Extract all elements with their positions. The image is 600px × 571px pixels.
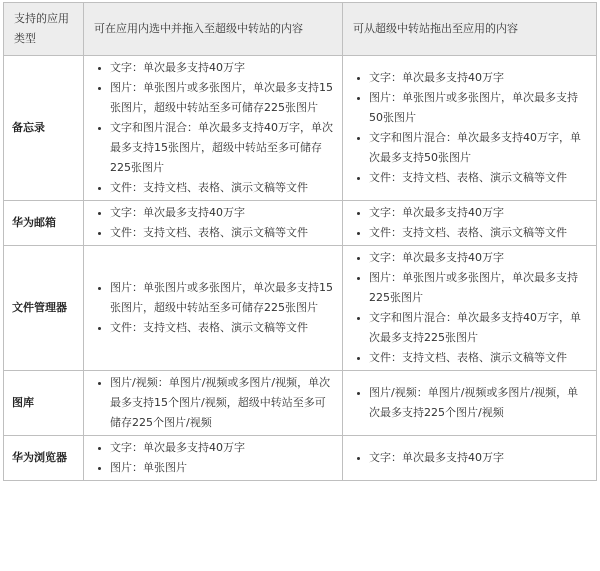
list-item: • 文字：单次最多支持40万字 [369, 448, 588, 468]
list-item: • 文字：单次最多支持40万字 [110, 58, 334, 78]
header-app-type: 支持的应用类型 [4, 3, 84, 56]
drag-in-cell [84, 56, 343, 201]
list-item: • 文字和图片混合：单次最多支持40万字，单次最多支持225张图片 [369, 308, 588, 348]
list-item: • 文字：单次最多支持40万字 [110, 438, 334, 458]
header-drag-out-content: 可从超级中转站拖出至应用的内容 [343, 3, 597, 56]
drag-in-cell [84, 246, 343, 371]
list-item: • 图片：单张图片或多张图片，单次最多支持15张图片，超级中转站至多可储存225张图片 [110, 78, 334, 118]
app-name: 图库 [4, 371, 84, 436]
drag-out-cell [343, 371, 597, 436]
app-name: 华为浏览器 [4, 436, 84, 481]
list-item: • 文件：支持文档、表格、演示文稿等文件 [369, 168, 588, 188]
list-item: • 图片：单张图片或多张图片，单次最多支持225张图片 [369, 268, 588, 308]
table-row [4, 246, 597, 371]
list-item: • 图片：单张图片或多张图片，单次最多支持15张图片，超级中转站至多可储存225张图片 [110, 278, 334, 318]
list-item: • 文件：支持文档、表格、演示文稿等文件 [369, 348, 588, 368]
drag-out-cell [343, 436, 597, 481]
list-item: • 文字：单次最多支持40万字 [110, 203, 334, 223]
table-row [4, 371, 597, 436]
drag-out-cell [343, 246, 597, 371]
list-item: • 文字和图片混合：单次最多支持40万字，单次最多支持50张图片 [369, 128, 588, 168]
list-item: • 文字：单次最多支持40万字 [369, 68, 588, 88]
list-item: • 图片/视频：单图片/视频或多图片/视频，单次最多支持225个图片/视频 [369, 383, 588, 423]
app-name: 文件管理器 [4, 246, 84, 371]
list-item: • 文字：单次最多支持40万字 [369, 248, 588, 268]
list-item: • 文字和图片混合：单次最多支持40万字，单次最多支持15张图片，超级中转站至多可储存225张图片 [110, 118, 334, 178]
list-item: • 文字：单次最多支持40万字 [369, 203, 588, 223]
drag-out-cell [343, 201, 597, 246]
table-row [4, 201, 597, 246]
list-item: • 图片：单张图片 [110, 458, 334, 478]
list-item: • 图片/视频：单图片/视频或多图片/视频，单次最多支持15个图片/视频，超级中转站至多可储存225个图片/视频 [110, 373, 334, 433]
drag-in-cell [84, 371, 343, 436]
list-item: • 图片：单张图片或多张图片，单次最多支持50张图片 [369, 88, 588, 128]
table-header-row [4, 3, 597, 56]
table-row [4, 436, 597, 481]
list-item: • 文件：支持文档、表格、演示文稿等文件 [110, 318, 334, 338]
drag-in-cell [84, 436, 343, 481]
app-support-table [3, 2, 597, 481]
app-name: 华为邮箱 [4, 201, 84, 246]
drag-in-cell [84, 201, 343, 246]
drag-out-cell [343, 56, 597, 201]
list-item: • 文件：支持文档、表格、演示文稿等文件 [369, 223, 588, 243]
list-item: • 文件：支持文档、表格、演示文稿等文件 [110, 223, 334, 243]
app-name: 备忘录 [4, 56, 84, 201]
table-row [4, 56, 597, 201]
header-drag-in-content: 可在应用内选中并拖入至超级中转站的内容 [84, 3, 343, 56]
list-item: • 文件：支持文档、表格、演示文稿等文件 [110, 178, 334, 198]
